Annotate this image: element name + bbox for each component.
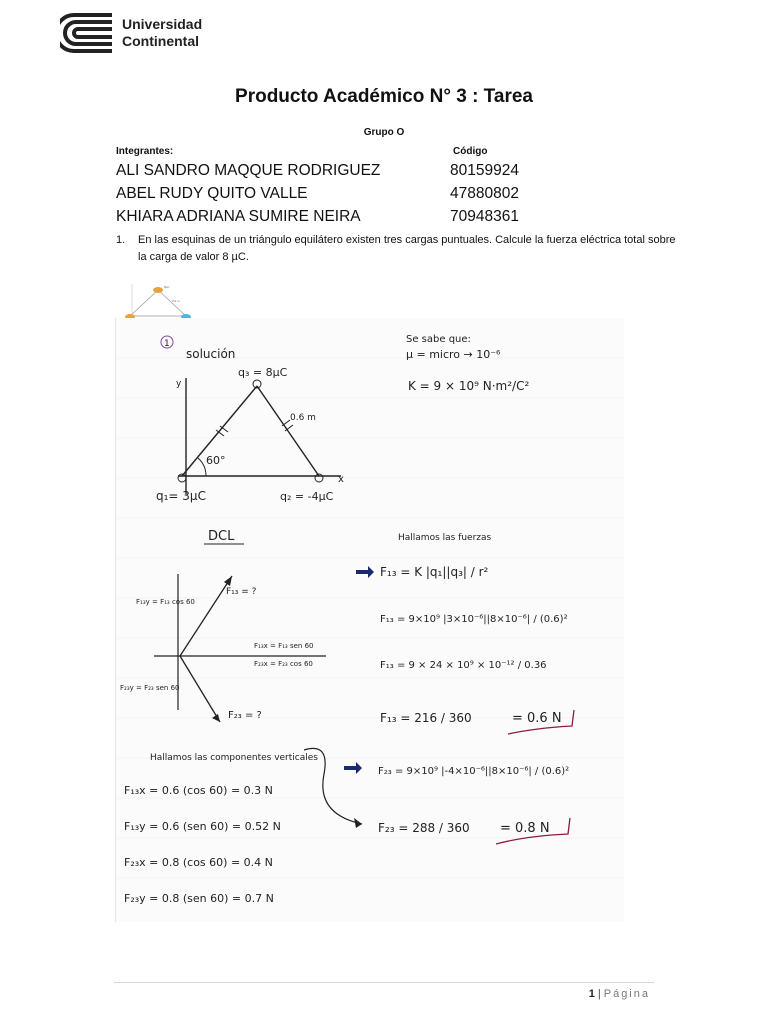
f23-fraction: F₂₃ = 288 / 360: [378, 821, 470, 835]
university-line-1: Universidad: [122, 16, 203, 32]
handwritten-solution: [115, 318, 624, 922]
triangle-thumbnail: [124, 282, 204, 322]
axis-x-label: x: [338, 474, 344, 485]
question-text: En las esquinas de un triángulo equilátero existen tres cargas puntuales. Calcule la fuerza eléctrica total sobre la carga de valor 8 µC.: [138, 234, 676, 263]
page-footer: [589, 988, 650, 1000]
k-constant: K = 9 × 10⁹ N·m²/C²: [408, 379, 530, 393]
f23-vector-label: F₂₃ = ?: [228, 710, 262, 721]
arrow-icon: [344, 762, 362, 774]
q2-label: q₂ = -4µC: [280, 490, 334, 503]
members-label: Integrantes:: [116, 146, 174, 157]
arrow-icon: [356, 566, 374, 578]
dcl-label: DCL: [208, 529, 235, 544]
member-name: KHIARA ADRIANA SUMIRE NEIRA: [116, 208, 361, 225]
member-name: ALI SANDRO MAQQUE RODRIGUEZ: [116, 162, 381, 179]
q3-label: q₃ = 8µC: [238, 366, 288, 379]
member-code: 70948361: [450, 208, 519, 225]
university-logo: [60, 10, 220, 56]
f13-result: = 0.6 N: [512, 711, 562, 726]
group-label: Grupo O: [363, 127, 405, 138]
f13-definition: F₁₃ = K |q₁||q₃| / r²: [380, 565, 489, 579]
f13x-result: F₁₃x = 0.6 (cos 60) = 0.3 N: [124, 784, 273, 797]
page-title: Producto Académico N° 3 : Tarea: [235, 86, 533, 107]
angle-label: 60°: [206, 454, 226, 467]
f13-fraction: F₁₃ = 216 / 360: [380, 711, 472, 725]
university-name: [122, 16, 202, 50]
footer-separator: |: [597, 988, 601, 1000]
f13y-component-label: F₁₃y = F₁₃ cos 60: [136, 598, 195, 606]
page-word: Página: [603, 988, 650, 1000]
se-sabe-label: Se sabe que:: [406, 334, 471, 345]
f23-result: = 0.8 N: [500, 821, 550, 836]
f13x-component-label: F₁₃x = F₁₃ sen 60: [254, 642, 314, 650]
axis-y-label: y: [176, 379, 182, 389]
thumb-q3-label: 8µC: [164, 285, 170, 289]
f23y-component-label: F₂₃y = F₂₃ sen 60: [120, 684, 180, 692]
componentes-title: Hallamos las componentes verticales: [150, 753, 318, 763]
member-code: 47880802: [450, 185, 519, 202]
code-label: Código: [453, 146, 488, 157]
f23x-result: F₂₃x = 0.8 (cos 60) = 0.4 N: [124, 856, 273, 869]
footer-divider: [114, 982, 654, 983]
f13y-result: F₁₃y = 0.6 (sen 60) = 0.52 N: [124, 820, 281, 833]
member-code: 80159924: [450, 162, 519, 179]
mu-definition: µ = micro → 10⁻⁶: [406, 348, 501, 361]
item-number: 1: [164, 339, 170, 349]
f23-substitution: F₂₃ = 9×10⁹ |-4×10⁻⁶||8×10⁻⁶| / (0.6)²: [378, 766, 570, 777]
q1-label: q₁= 3µC: [156, 489, 206, 503]
page-number: 1: [588, 988, 595, 1000]
member-name: ABEL RUDY QUITO VALLE: [116, 185, 308, 202]
logo-mark-icon: [60, 12, 114, 54]
f13-substitution: F₁₃ = 9×10⁹ |3×10⁻⁶||8×10⁻⁶| / (0.6)²: [380, 614, 568, 625]
hallamos-fuerzas-label: Hallamos las fuerzas: [398, 533, 492, 543]
question-number: 1.: [116, 234, 126, 246]
thumb-side-label: 0.6 m: [172, 299, 180, 303]
university-line-2: Continental: [122, 33, 199, 49]
f13-vector-label: F₁₃ = ?: [226, 587, 257, 597]
f23x-component-label: F₂₃x = F₂₃ cos 60: [254, 660, 313, 668]
f23y-result: F₂₃y = 0.8 (sen 60) = 0.7 N: [124, 892, 274, 905]
solucion-label: solución: [186, 347, 236, 361]
solution-drawing: [116, 318, 624, 922]
f13-calculation: F₁₃ = 9 × 24 × 10⁹ × 10⁻¹² / 0.36: [380, 660, 547, 671]
side-label: 0.6 m: [290, 413, 316, 423]
